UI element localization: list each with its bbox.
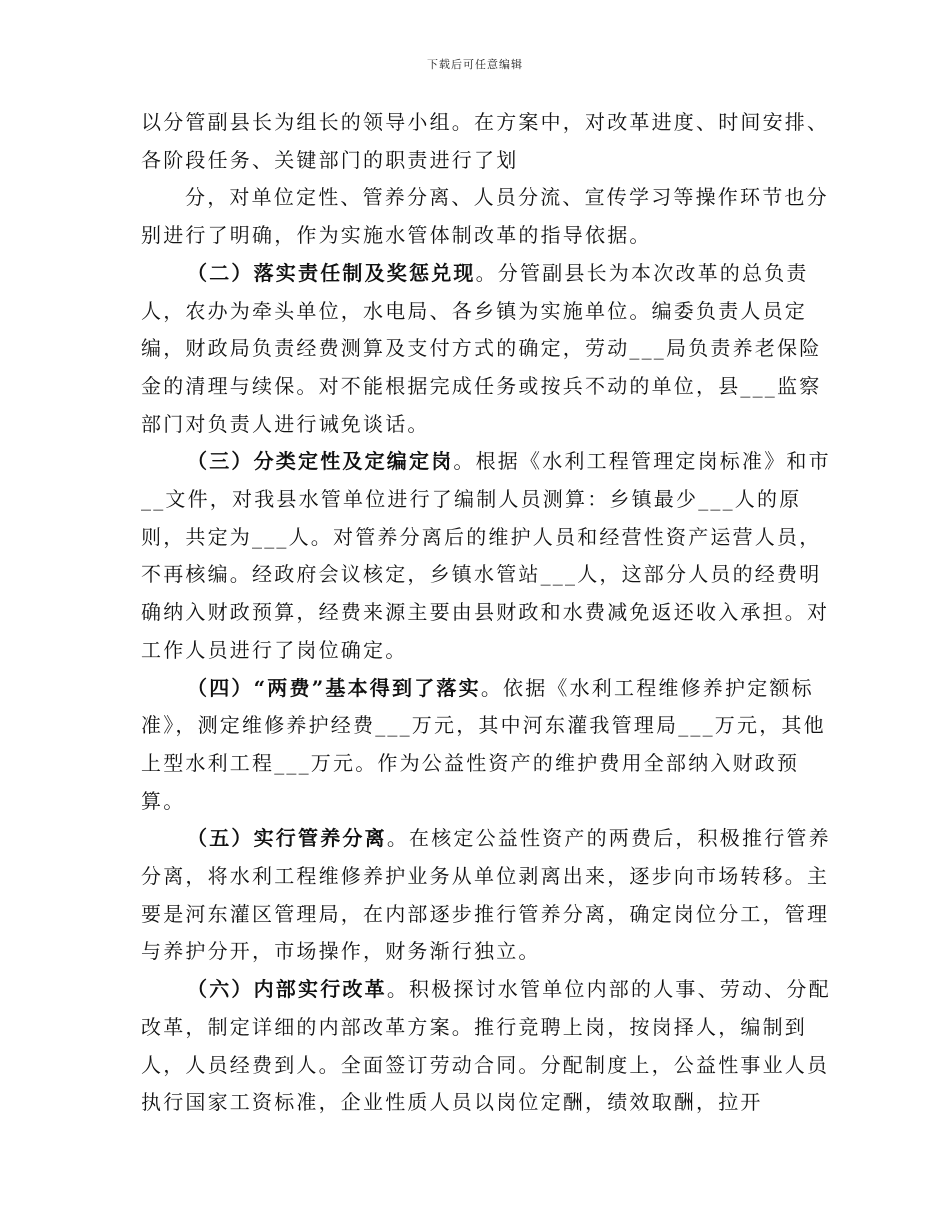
paragraph-text: 以分管副县长为组长的领导小组。在方案中，对改革进度、时间安排、各阶段任务、关键部门的职责进行了划 <box>141 110 830 172</box>
section-6-text: 。积极探讨水管单位内部的人事、劳动、分配改革，制定详细的内部改革方案。推行竞聘上岗，按岗择人，编制到人，人员经费到人。全面签订劳动合同。分配制度上，公益性事业人员执行国家工资标准，企业性质人员以岗位定酬，绩效取酬，拉开 <box>141 977 831 1115</box>
section-3-paragraph <box>141 443 831 669</box>
section-4-paragraph <box>141 670 831 821</box>
section-4-heading: （四）“两费”基本得到了落实 <box>187 675 481 700</box>
section-3-text: 。根据《水利工程管理定岗标准》和市__文件，对我县水管单位进行了编制人员测算：乡镇最少___人的原则，共定为___人。对管养分离后的维护人员和经营性资产运营人员，不再核编。经政府会议核定，乡镇水管站___人，这部分人员的经费明确纳入财政预算，经费来源主要由县财政和水费减免返还收入承担。对工作人员进行了岗位确定。 <box>141 449 831 662</box>
section-6-paragraph <box>141 971 831 1122</box>
paragraph-continuation <box>141 104 831 179</box>
paragraph-continuation-2 <box>141 179 831 254</box>
section-5-text: 。在核定公益性资产的两费后，积极推行管养分离，将水利工程维修养护业务从单位剥离出来，逐步向市场转移。主要是河东灌区管理局，在内部逐步推行管养分离，确定岗位分工，管理与养护分开，市场操作，财务渐行独立。 <box>141 826 831 964</box>
section-2-paragraph <box>141 255 831 444</box>
section-4-text: 。依据《水利工程维修养护定额标准》，测定维修养护经费___万元，其中河东灌我管理局___万元，其他上型水利工程___万元。作为公益性资产的维护费用全部纳入财政预算。 <box>141 675 826 813</box>
paragraph-text: 分，对单位定性、管养分离、人员分流、宣传学习等操作环节也分别进行了明确，作为实施水管体制改革的指导依据。 <box>141 185 829 248</box>
section-6-heading: （六）内部实行改革 <box>187 977 387 1002</box>
section-5-paragraph <box>141 820 831 971</box>
section-5-heading: （五）实行管养分离 <box>187 826 387 851</box>
section-3-heading: （三）分类定性及定编定岗 <box>187 449 454 474</box>
section-2-heading: （二）落实责任制及奖惩兑现 <box>187 260 476 285</box>
section-2-text: 。分管副县长为本次改革的总负责人，农办为牵头单位，水电局、各乡镇为实施单位。编委负责人员定编，财政局负责经费测算及支付方式的确定，劳动___局负责养老保险金的清理与续保。对不能根据完成任务或按兵不动的单位，县___监察部门对负责人进行诫免谈话。 <box>141 260 822 436</box>
document-body <box>141 104 831 1122</box>
page-header: 下载后可任意编辑 <box>427 58 523 71</box>
